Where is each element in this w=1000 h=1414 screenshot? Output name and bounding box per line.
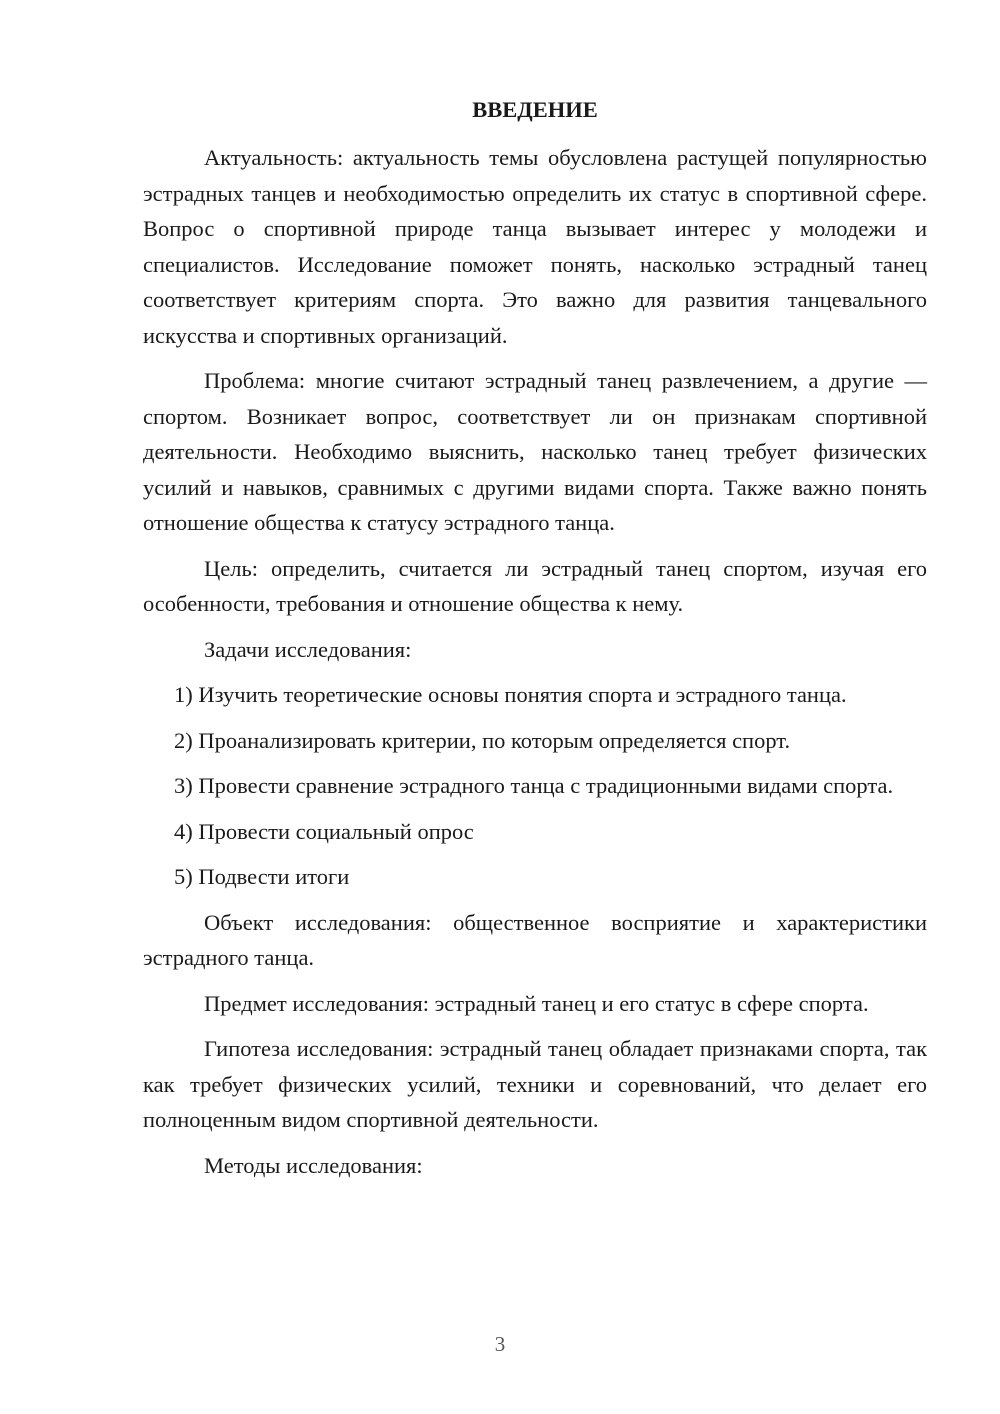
- task-item: 2) Проанализировать критерии, по которым определяется спорт.: [174, 727, 791, 753]
- page-content: [143, 90, 927, 1193]
- task-item: 4) Провести социальный опрос: [174, 818, 474, 844]
- page-number: 3: [494, 1332, 506, 1356]
- section-title: ВВЕДЕНИЕ: [472, 97, 598, 122]
- object-paragraph: Объект исследования: общественное восприятие и характеристики эстрадного танца.: [143, 909, 927, 970]
- subject-paragraph: Предмет исследования: эстрадный танец и его статус в сфере спорта.: [204, 990, 869, 1016]
- tasks-heading: Задачи исследования:: [204, 636, 412, 662]
- relevance-paragraph: Актуальность: актуальность темы обусловлена растущей популярностью эстрадных танцев и необходимостью определить их статус в спортивной сфере. Вопрос о спортивной природе танца вызывает интерес у молодежи и специалистов. Исследование поможет понять, насколько эстрадный танец соответствует критериям спорта. Это важно для развития танцевального искусства и спортивных организаций.: [143, 145, 927, 348]
- hypothesis-paragraph: Гипотеза исследования: эстрадный танец обладает признаками спорта, так как требует физических усилий, техники и соревнований, что делает его полноценным видом спортивной деятельности.: [143, 1036, 927, 1132]
- task-item: 5) Подвести итоги: [174, 864, 350, 889]
- methods-heading: Методы исследования:: [204, 1152, 423, 1178]
- task-item: 3) Провести сравнение эстрадного танца с традиционными видами спорта.: [174, 773, 894, 798]
- task-item: 1) Изучить теоретические основы понятия спорта и эстрадного танца.: [174, 682, 847, 707]
- goal-paragraph: Цель: определить, считается ли эстрадный танец спортом, изучая его особенности, требования и отношение общества к нему.: [143, 555, 927, 616]
- problem-paragraph: Проблема: многие считают эстрадный танец развлечением, а другие — спортом. Возникает вопрос, соответствует ли он признакам спортивной деятельности. Необходимо выяснить, насколько танец требует физических усилий и навыков, сравнимых с другими видами спорта. Также важно понять отношение общества к статусу эстрадного танца.: [143, 368, 927, 535]
